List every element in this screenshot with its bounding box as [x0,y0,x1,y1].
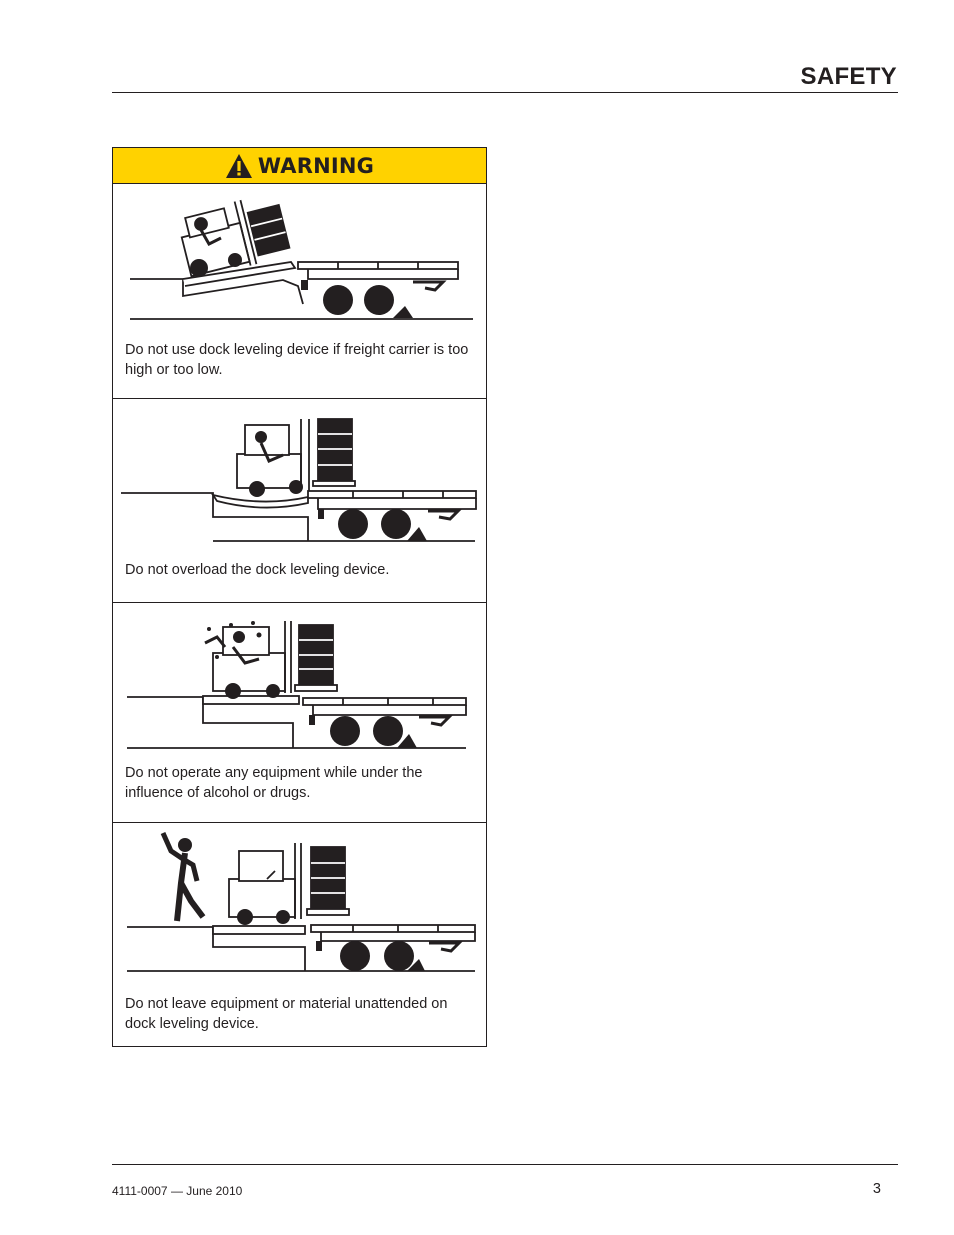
forklift-overload-illustration [113,399,486,549]
warning-banner [113,148,486,184]
footer-doc-id: 4111-0007 — June 2010 [112,1184,243,1198]
warning-caption: Do not overload the dock leveling device. [125,562,390,578]
section-title: SAFETY [800,63,897,90]
warning-item-overload [113,399,486,602]
forklift-impaired-operator-illustration [113,603,486,753]
warning-caption: Do not operate any equipment while under the influence of alcohol or drugs. [125,765,423,801]
header-rule [112,92,898,93]
warning-triangle-icon [225,152,253,180]
page-number: 3 [872,1181,881,1197]
warning-caption: Do not leave equipment or material unattended on dock leveling device. [125,996,448,1032]
warning-item-too-high-low [113,184,486,398]
warning-box [112,147,487,1047]
warning-item-impaired [113,603,486,822]
forklift-tilted-illustration [113,184,486,334]
warning-caption: Do not use dock leveling device if freight carrier is too high or too low. [125,342,469,378]
footer-rule [112,1164,898,1165]
forklift-unattended-illustration [113,823,486,978]
warning-label: WARNING [257,153,375,178]
warning-item-unattended [113,823,486,1046]
